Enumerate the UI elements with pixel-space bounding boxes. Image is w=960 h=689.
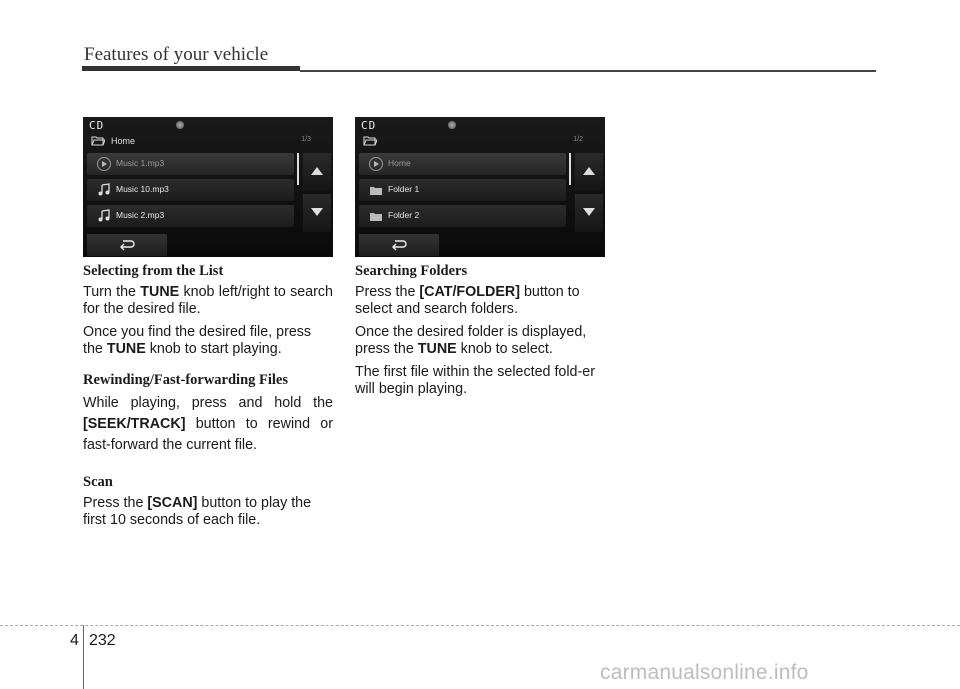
section-heading: Searching Folders (355, 263, 468, 279)
list-item[interactable] (87, 205, 294, 227)
scrollbar[interactable] (569, 153, 571, 185)
list-item-label: Home (388, 158, 411, 168)
paragraph: Press the [CAT/FOLDER] button to select and search folders. (355, 284, 580, 317)
music-note-icon (97, 209, 111, 223)
list-item-label: Music 2.mp3 (116, 210, 165, 220)
music-note-icon (97, 183, 111, 197)
paragraph: Once you find the desired file, press the TUNE knob to start playing. (83, 324, 312, 357)
play-icon (97, 157, 111, 171)
arrow-down-icon (311, 208, 323, 216)
folder-icon (369, 183, 383, 197)
list-item[interactable] (87, 179, 294, 201)
footer-divider (83, 625, 84, 689)
scroll-down-button[interactable] (575, 194, 603, 232)
cd-folder-screen (355, 117, 605, 257)
left-column (83, 263, 333, 535)
page-indicator: 1/3 (301, 136, 311, 143)
paragraph: While playing, press and hold the [SEEK/TRACK] button to rewind or fast-forward the current file. (83, 395, 333, 453)
footer-rule (0, 625, 960, 626)
source-label: CD (89, 119, 105, 132)
scroll-up-button[interactable] (575, 153, 603, 191)
header-bar (82, 66, 300, 71)
page-indicator: 1/2 (573, 136, 583, 143)
list-item-label: Folder 2 (388, 210, 420, 220)
list-item[interactable] (359, 205, 566, 227)
watermark: carmanualsonline.info (600, 661, 809, 684)
scrollbar[interactable] (297, 153, 299, 185)
page-header-title: Features of your vehicle (84, 44, 269, 65)
source-label: CD (361, 119, 377, 132)
path-label: Home (111, 136, 136, 146)
paragraph: Once the desired folder is displayed, press the TUNE knob to select. (355, 324, 587, 357)
list-item[interactable] (87, 153, 294, 175)
play-icon (369, 157, 383, 171)
arrow-down-icon (583, 208, 595, 216)
section-heading: Selecting from the List (83, 263, 224, 279)
paragraph: Turn the TUNE knob left/right to search for the desired file. (83, 284, 333, 317)
list-item-label: Music 1.mp3 (116, 158, 165, 168)
paragraph: Press the [SCAN] button to play the first 10 seconds of each file. (83, 495, 312, 528)
back-button[interactable] (87, 234, 167, 256)
disc-indicator-icon (176, 121, 184, 129)
scroll-down-button[interactable] (303, 194, 331, 232)
list-item[interactable] (359, 179, 566, 201)
paragraph: The first file within the selected fold-er will begin playing. (355, 364, 595, 397)
list-item-label: Music 10.mp3 (116, 184, 169, 194)
disc-indicator-icon (448, 121, 456, 129)
list-item[interactable] (359, 153, 566, 175)
section-number: 4 (70, 632, 79, 649)
arrow-up-icon (583, 167, 595, 175)
folder-open-icon (91, 136, 105, 146)
right-column (355, 263, 605, 404)
folder-icon (369, 209, 383, 223)
section-heading: Rewinding/Fast-forwarding Files (83, 372, 289, 388)
section-heading: Scan (83, 474, 113, 490)
path-bar (91, 135, 311, 149)
header-rule (300, 70, 876, 72)
arrow-up-icon (311, 167, 323, 175)
page-number: 232 (89, 632, 116, 649)
scroll-up-button[interactable] (303, 153, 331, 191)
back-button[interactable] (359, 234, 439, 256)
cd-list-screen (83, 117, 333, 257)
back-arrow-icon (119, 239, 135, 251)
path-bar (363, 135, 583, 149)
back-arrow-icon (391, 239, 407, 251)
list-item-label: Folder 1 (388, 184, 420, 194)
folder-open-icon (363, 136, 377, 146)
